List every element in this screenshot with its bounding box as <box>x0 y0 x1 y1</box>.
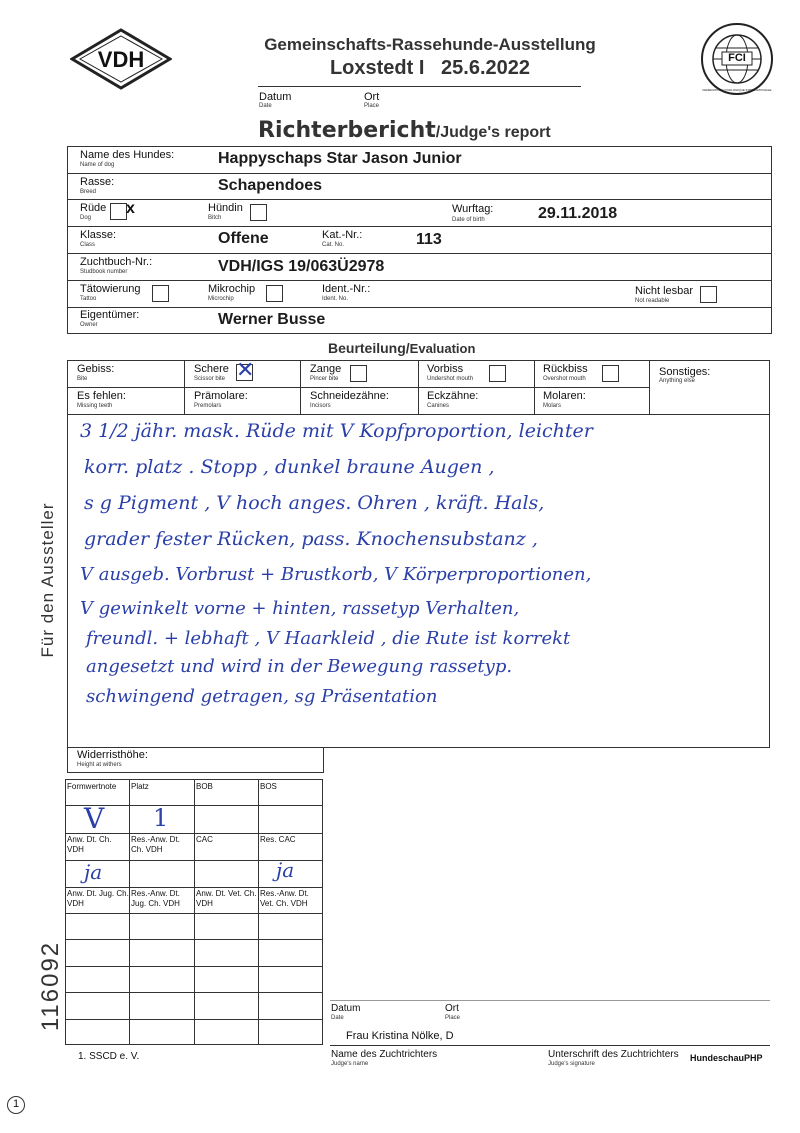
breed-value: Schapendoes <box>218 177 323 194</box>
ident-label-en: Ident. No. <box>322 296 349 302</box>
report-line: schwingend getragen, sg Präsentation <box>86 686 438 707</box>
grade-header: Res.-Anw. Dt. Jug. Ch. VDH <box>131 889 180 908</box>
class-label: Klasse: <box>80 229 117 241</box>
studbook-label: Zuchtbuch-Nr.: <box>80 256 153 268</box>
judge-name-label: Name des Zuchtrichters <box>331 1049 438 1060</box>
overshot-checkbox[interactable] <box>489 365 506 382</box>
owner-value: Werner Busse <box>218 311 326 328</box>
female-checkbox[interactable] <box>250 204 267 221</box>
fci-logo <box>700 22 774 96</box>
undershot-label-en: Overshot mouth <box>543 376 586 382</box>
undershot-label: Rückbiss <box>543 363 588 375</box>
grade-header: Res.-Anw. Dt. Vet. Ch. VDH <box>260 889 309 908</box>
place-label-en: Place <box>364 103 380 109</box>
signature-label-en: Judge's signature <box>548 1061 595 1067</box>
grade-header: Anw. Dt. Vet. Ch. VDH <box>196 889 257 908</box>
other-label: Sonstiges: <box>659 366 711 378</box>
grade-header: Platz <box>131 782 149 791</box>
chip-label-en: Microchip <box>208 296 234 302</box>
tattoo-label-en: Tattoo <box>80 296 97 302</box>
scissor-label: Schere <box>194 363 229 375</box>
class-value: Offene <box>218 230 269 247</box>
report-line: V gewinkelt vorne + hinten, rassetyp Verhalten, <box>80 598 520 619</box>
report-line: s g Pigment , V hoch anges. Ohren , kräft. Hals, <box>84 492 545 514</box>
report-line: korr. platz . Stopp , dunkel braune Augen , <box>84 456 495 478</box>
undershot-checkbox[interactable] <box>602 365 619 382</box>
software-name: HundeschauPHP <box>690 1053 763 1063</box>
dob-label: Wurftag: <box>452 203 494 215</box>
date-label: Datum <box>259 91 292 103</box>
evaluation-heading: Beurteilung/ <box>328 340 410 356</box>
cat-value: 113 <box>416 231 442 248</box>
class-label-en: Class <box>80 242 96 248</box>
incisor-label: Schneidezähne: <box>310 390 389 402</box>
male-checkbox[interactable] <box>110 203 127 220</box>
footer-place-label: Ort <box>445 1003 459 1014</box>
grade-header: CAC <box>196 835 213 844</box>
report-line: freundl. + lebhaft , V Haarkleid , die Rute ist korrekt <box>86 628 571 649</box>
unreadable-label-en: Not readable <box>635 298 670 304</box>
platz-value: 1 <box>153 804 169 832</box>
dob-label-en: Date of birth <box>452 217 485 223</box>
breed-label-en: Breed <box>80 189 97 195</box>
overshot-label: Vorbiss <box>427 363 464 375</box>
grade-header: Formwertnote <box>67 782 117 791</box>
pincer-label: Zange <box>310 363 342 375</box>
formwert-value: V <box>84 802 105 835</box>
vdh-logo-text: VDH <box>97 47 145 72</box>
chip-checkbox[interactable] <box>266 285 283 302</box>
judge-name-label-en: Judge's name <box>331 1061 369 1067</box>
club-name: 1. SSCD e. V. <box>78 1051 140 1062</box>
missing-label: Es fehlen: <box>77 390 126 402</box>
female-label: Hündin <box>208 202 243 214</box>
cat-label: Kat.-Nr.: <box>322 229 363 241</box>
ident-label: Ident.-Nr.: <box>322 283 371 295</box>
report-title: Richterbericht <box>258 118 436 143</box>
bite-label-en: Bite <box>77 376 88 382</box>
tattoo-checkbox[interactable] <box>152 285 169 302</box>
withers-label: Widerristhöhe: <box>77 749 148 761</box>
report-title-en: /Judge's report <box>435 124 551 141</box>
fci-logo-text: FCI <box>728 52 746 64</box>
footer-place-label-en: Place <box>445 1015 461 1021</box>
side-label: Für den Aussteller <box>38 502 57 658</box>
owner-label-en: Owner <box>80 322 98 328</box>
report-line: 3 1/2 jähr. mask. Rüde mit V Kopfproportion, leichter <box>80 420 593 442</box>
serial-number: 116092 <box>37 940 64 1032</box>
male-label-en: Dog <box>80 215 92 221</box>
dog-name-label: Name des Hundes: <box>80 149 175 161</box>
fci-ring-text: FEDERATION CYNOLOGIQUE INTERNATIONALE <box>702 88 772 92</box>
male-label: Rüde <box>80 202 107 214</box>
missing-label-en: Missing teeth <box>77 403 113 409</box>
evaluation-heading-en: Evaluation <box>409 341 476 356</box>
vdh-logo <box>70 28 172 90</box>
pincer-checkbox[interactable] <box>350 365 367 382</box>
cat-label-en: Cat. No. <box>322 242 345 248</box>
male-check-mark: x <box>126 200 135 217</box>
studbook-label-en: Studbook number <box>80 269 128 275</box>
scissor-check-mark: ✕ <box>236 358 255 383</box>
grade-header: BOS <box>260 782 277 791</box>
female-label-en: Bitch <box>208 215 222 221</box>
scissor-label-en: Scissor bite <box>194 376 226 382</box>
premolar-label: Prämolare: <box>194 390 248 402</box>
footer-date-label-en: Date <box>331 1015 344 1021</box>
dog-name-value: Happyschaps Star Jason Junior <box>218 150 462 167</box>
overshot-label-en: Undershot mouth <box>427 376 474 382</box>
report-line: grader fester Rücken, pass. Knochensubstanz , <box>84 528 538 550</box>
canine-label: Eckzähne: <box>427 390 479 402</box>
report-line: angesetzt und wird in der Bewegung rassetyp. <box>86 656 513 677</box>
signature-label: Unterschrift des Zuchtrichters <box>548 1049 679 1060</box>
studbook-value: VDH/IGS 19/063Ü2978 <box>218 258 385 275</box>
premolar-label-en: Premolars <box>194 403 222 409</box>
grade-header: Res.-Anw. Dt. Ch. VDH <box>131 835 180 854</box>
grade-header: Anw. Dt. Jug. Ch. VDH <box>67 889 129 908</box>
chip-label: Mikrochip <box>208 283 256 295</box>
footer-date-label: Datum <box>331 1003 361 1014</box>
grade-header: BOB <box>196 782 213 791</box>
tattoo-label: Tätowierung <box>80 283 141 295</box>
owner-label: Eigentümer: <box>80 309 140 321</box>
breed-label: Rasse: <box>80 176 115 188</box>
dog-name-label-en: Name of dog <box>80 162 115 168</box>
report-line: V ausgeb. Vorbrust + Brustkorb, V Körperproportionen, <box>80 564 592 585</box>
molar-label-en: Molars <box>543 403 562 409</box>
incisor-label-en: Incisors <box>310 403 331 409</box>
anw-value: ja <box>84 860 103 884</box>
molar-label: Molaren: <box>543 390 586 402</box>
event-title: Gemeinschafts-Rassehunde-Ausstellung <box>264 35 596 54</box>
judge-name: Frau Kristina Nölke, D <box>346 1030 454 1042</box>
unreadable-checkbox[interactable] <box>700 286 717 303</box>
canine-label-en: Canines <box>427 403 450 409</box>
event-place-date: Loxstedt I 25.6.2022 <box>329 57 531 79</box>
other-label-en: Anything else <box>659 378 696 384</box>
unreadable-label: Nicht lesbar <box>635 285 694 297</box>
bite-label: Gebiss: <box>77 363 115 375</box>
date-label-en: Date <box>259 103 272 109</box>
dob-value: 29.11.2018 <box>538 205 618 222</box>
pincer-label-en: Pincer bite <box>310 376 339 382</box>
grade-header: Anw. Dt. Ch. VDH <box>67 835 112 854</box>
grade-header: Res. CAC <box>260 835 296 844</box>
res-cac-value: ja <box>276 858 295 882</box>
place-label: Ort <box>364 91 380 103</box>
withers-label-en: Height at withers <box>77 762 122 768</box>
page-number: 1 <box>12 1098 20 1110</box>
